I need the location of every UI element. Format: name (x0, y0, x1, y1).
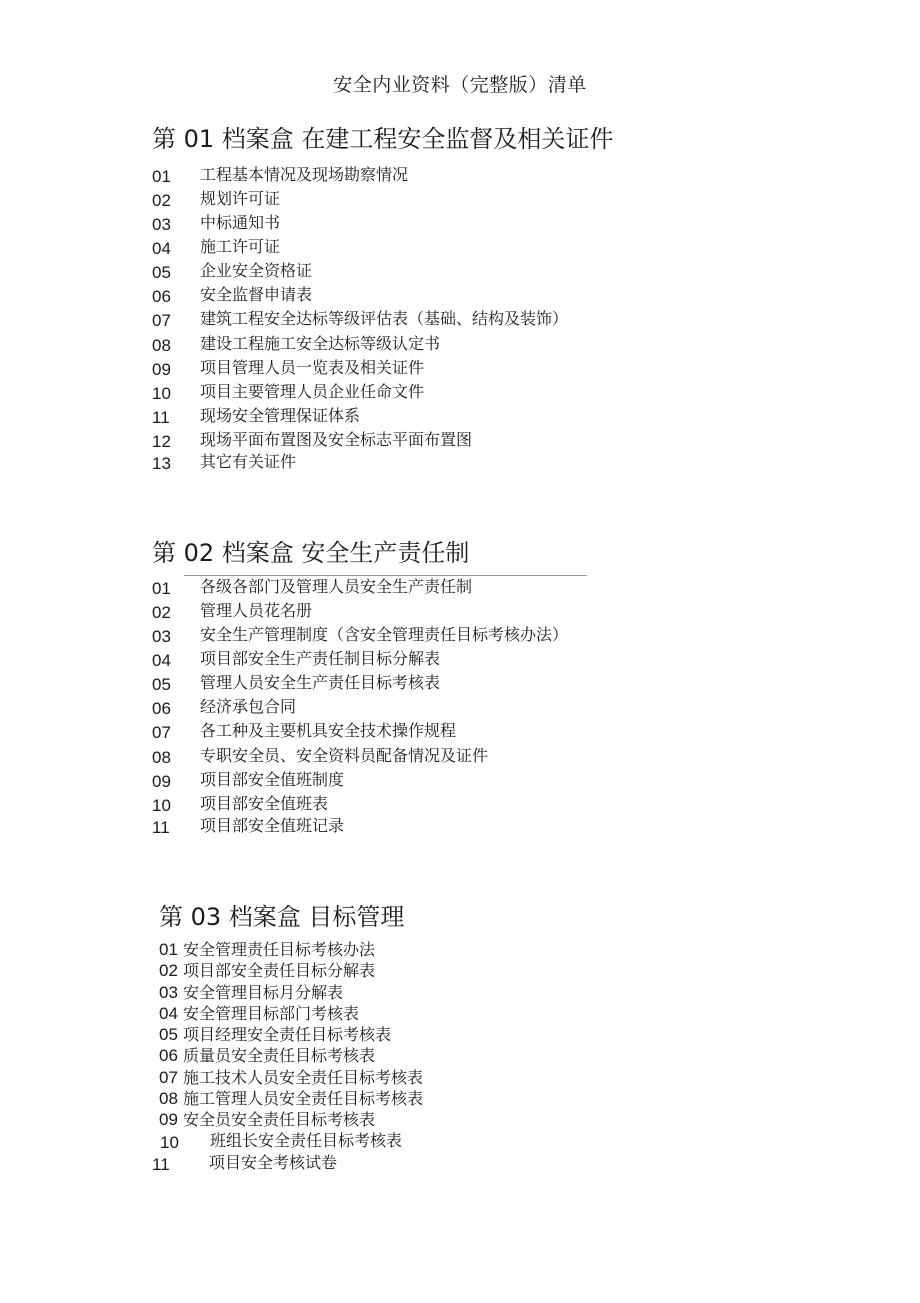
item-number: 04 (159, 1004, 178, 1023)
list-item (159, 983, 343, 1003)
list-item (159, 1068, 423, 1088)
item-number: 02 (159, 961, 178, 980)
item-text: 施工技术人员安全责任目标考核表 (183, 1068, 424, 1087)
item-number: 01 (152, 167, 171, 186)
list-item (159, 1110, 375, 1130)
item-text: 规划许可证 (200, 189, 281, 208)
item-number: 04 (152, 651, 171, 670)
item-text: 项目部安全值班表 (200, 794, 329, 813)
item-number: 02 (152, 191, 171, 210)
section-heading-03: 第 03 档案盒 目标管理 (159, 903, 405, 931)
item-text: 安全管理责任目标考核办法 (183, 940, 376, 959)
item-text: 项目部安全生产责任制目标分解表 (200, 649, 441, 668)
item-text: 安全生产管理制度（含安全管理责任目标考核办法） (200, 625, 569, 644)
item-number: 01 (152, 579, 171, 598)
item-text: 工程基本情况及现场勘察情况 (200, 165, 409, 184)
list-item (159, 1046, 375, 1066)
item-number: 02 (152, 603, 171, 622)
item-text: 班组长安全责任目标考核表 (210, 1131, 403, 1150)
item-number: 07 (159, 1068, 178, 1087)
heading-underline (184, 575, 587, 576)
item-number: 09 (152, 772, 171, 791)
item-text: 各级各部门及管理人员安全生产责任制 (200, 577, 473, 596)
item-number: 03 (152, 627, 171, 646)
list-item (159, 1004, 359, 1024)
item-number: 09 (152, 360, 171, 379)
item-number: 05 (159, 1025, 178, 1044)
item-number: 08 (152, 748, 171, 767)
item-number: 12 (152, 432, 171, 451)
item-text: 现场平面布置图及安全标志平面布置图 (200, 430, 473, 449)
item-number: 03 (152, 215, 171, 234)
item-text: 项目经理安全责任目标考核表 (183, 1025, 392, 1044)
item-text: 项目管理人员一览表及相关证件 (200, 358, 425, 377)
item-text: 项目主要管理人员企业任命文件 (200, 382, 425, 401)
item-text: 项目部安全值班制度 (200, 770, 345, 789)
item-text: 项目安全考核试卷 (209, 1153, 338, 1172)
item-text: 安全管理目标月分解表 (183, 983, 344, 1002)
item-number: 11 (152, 818, 170, 837)
item-number: 08 (159, 1089, 178, 1108)
item-text: 施工许可证 (200, 237, 281, 256)
item-number: 10 (160, 1133, 179, 1152)
item-text: 中标通知书 (200, 213, 281, 232)
section-heading-01: 第 01 档案盒 在建工程安全监督及相关证件 (152, 125, 614, 153)
item-number: 04 (152, 239, 171, 258)
item-text: 安全员安全责任目标考核表 (183, 1110, 376, 1129)
item-text: 安全管理目标部门考核表 (183, 1004, 360, 1023)
item-number: 06 (152, 699, 171, 718)
item-number: 05 (152, 675, 171, 694)
item-text: 各工种及主要机具安全技术操作规程 (200, 721, 457, 740)
item-number: 10 (152, 796, 171, 815)
section-heading-02: 第 02 档案盒 安全生产责任制 (152, 539, 470, 567)
item-text: 经济承包合同 (200, 697, 297, 716)
item-number: 07 (152, 311, 171, 330)
list-item (159, 961, 375, 981)
item-number: 06 (152, 287, 171, 306)
list-item (159, 1025, 391, 1045)
item-number: 07 (152, 723, 171, 742)
item-text: 专职安全员、安全资料员配备情况及证件 (200, 746, 489, 765)
item-number: 03 (159, 983, 178, 1002)
item-text: 项目部安全值班记录 (200, 816, 345, 835)
item-number: 11 (152, 408, 170, 427)
item-number: 01 (159, 940, 178, 959)
item-number: 06 (159, 1046, 178, 1065)
item-text: 建筑工程安全达标等级评估表（基础、结构及装饰） (200, 309, 569, 328)
item-number: 11 (152, 1155, 170, 1174)
item-text: 企业安全资格证 (200, 261, 313, 280)
item-text: 管理人员安全生产责任目标考核表 (200, 673, 441, 692)
item-number: 08 (152, 336, 171, 355)
item-text: 安全监督申请表 (200, 285, 313, 304)
item-number: 09 (159, 1110, 178, 1129)
item-text: 施工管理人员安全责任目标考核表 (183, 1089, 424, 1108)
item-text: 其它有关证件 (200, 452, 297, 471)
list-item (159, 1089, 423, 1109)
item-text: 质量员安全责任目标考核表 (183, 1046, 376, 1065)
item-text: 管理人员花名册 (200, 601, 313, 620)
item-text: 建设工程施工安全达标等级认定书 (200, 334, 441, 353)
list-item (159, 940, 375, 960)
item-text: 项目部安全责任目标分解表 (183, 961, 376, 980)
item-number: 05 (152, 263, 171, 282)
item-number: 10 (152, 384, 171, 403)
item-number: 13 (152, 454, 171, 473)
item-text: 现场安全管理保证体系 (200, 406, 361, 425)
document-title: 安全内业资料（完整版）清单 (333, 74, 587, 96)
